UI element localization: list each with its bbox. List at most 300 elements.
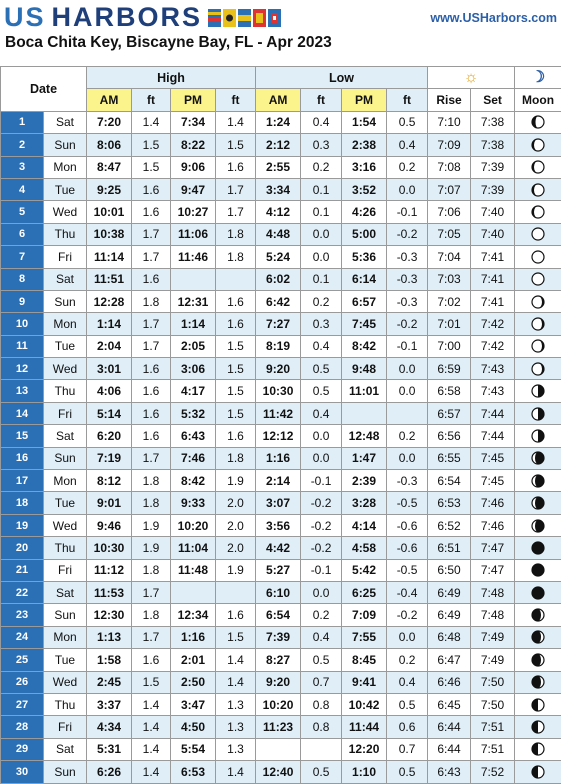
low-am-time: 10:30 <box>256 380 301 402</box>
sunset-time: 7:40 <box>471 201 515 223</box>
day-of-week: Tue <box>44 649 87 671</box>
sunset-time: 7:48 <box>471 604 515 626</box>
low-am-height: 0.2 <box>301 290 342 312</box>
table-row <box>1 268 561 290</box>
day-of-week: Sat <box>44 111 87 133</box>
low-pm-time: 12:48 <box>342 425 387 447</box>
low-am-height: -0.2 <box>301 514 342 536</box>
low-pm-time: 7:09 <box>342 604 387 626</box>
sunrise-time: 7:00 <box>428 335 471 357</box>
moon-phase-cell <box>515 470 561 492</box>
table-row <box>1 693 561 715</box>
moon-phase-cell <box>515 290 561 312</box>
moon-phase-cell <box>515 492 561 514</box>
tide-table <box>0 66 561 784</box>
high-pm-height: 1.5 <box>216 380 256 402</box>
sunset-time: 7:41 <box>471 246 515 268</box>
high-pm-height: 1.5 <box>216 134 256 156</box>
low-am-height: -0.1 <box>301 559 342 581</box>
low-pm-height: -0.3 <box>387 268 428 290</box>
low-pm-time: 11:01 <box>342 380 387 402</box>
day-of-week: Thu <box>44 537 87 559</box>
high-pm-time: 9:47 <box>171 178 216 200</box>
day-of-week: Wed <box>44 514 87 536</box>
sunset-time: 7:50 <box>471 671 515 693</box>
sunset-time: 7:52 <box>471 761 515 783</box>
day-of-week: Thu <box>44 223 87 245</box>
low-am-time: 8:19 <box>256 335 301 357</box>
high-am-time: 3:37 <box>87 693 132 715</box>
moon-phase-cell <box>515 201 561 223</box>
low-am-height: 0.0 <box>301 447 342 469</box>
moon-phase-cell <box>515 111 561 133</box>
day-number: 19 <box>1 514 44 536</box>
waxing-gibbous-left-dark-moon-icon <box>531 115 545 129</box>
sunset-time: 7:50 <box>471 693 515 715</box>
high-am-time: 10:38 <box>87 223 132 245</box>
sunrise-time: 6:44 <box>428 716 471 738</box>
low-am-time: 2:12 <box>256 134 301 156</box>
page-header <box>0 0 561 60</box>
high-am-time: 1:14 <box>87 313 132 335</box>
table-row <box>1 290 561 312</box>
low-am-height: 0.5 <box>301 761 342 783</box>
sunset-time: 7:44 <box>471 425 515 447</box>
moon-phase-cell <box>515 514 561 536</box>
low-am-height: 0.1 <box>301 178 342 200</box>
high-am-time: 12:28 <box>87 290 132 312</box>
high-am-height: 1.5 <box>132 134 171 156</box>
low-am-height: -0.2 <box>301 537 342 559</box>
high-am-time: 8:12 <box>87 470 132 492</box>
low-pm-time: 5:00 <box>342 223 387 245</box>
full-moon-icon <box>531 272 545 286</box>
day-of-week: Sat <box>44 425 87 447</box>
table-row <box>1 134 561 156</box>
moon-phase-cell <box>515 178 561 200</box>
high-pm-height: 1.9 <box>216 559 256 581</box>
low-pm-time: 3:16 <box>342 156 387 178</box>
sunset-time: 7:43 <box>471 380 515 402</box>
table-row <box>1 559 561 581</box>
low-pm-height: -0.3 <box>387 290 428 312</box>
high-pm-height: 1.6 <box>216 290 256 312</box>
high-am-time: 7:19 <box>87 447 132 469</box>
day-number: 8 <box>1 268 44 290</box>
sunset-time: 7:49 <box>471 649 515 671</box>
waning-gibbous-moon-icon <box>531 295 545 309</box>
sunrise-time: 7:07 <box>428 178 471 200</box>
date-header: Date <box>1 67 87 112</box>
day-of-week: Tue <box>44 178 87 200</box>
high-am-height: 1.7 <box>132 223 171 245</box>
waxing-crescent-moon-icon <box>531 653 545 667</box>
day-of-week: Wed <box>44 201 87 223</box>
high-pm-time: 12:31 <box>171 290 216 312</box>
moon-phase-cell <box>515 402 561 424</box>
high-pm-time <box>171 268 216 290</box>
day-number: 13 <box>1 380 44 402</box>
full-moon-icon <box>531 227 545 241</box>
sunrise-time: 6:51 <box>428 537 471 559</box>
moon-phase-cell <box>515 335 561 357</box>
moon-phase-cell <box>515 671 561 693</box>
low-pm-height: 0.5 <box>387 761 428 783</box>
high-pm-time: 11:06 <box>171 223 216 245</box>
high-pm-time <box>171 581 216 603</box>
high-pm-height: 2.0 <box>216 492 256 514</box>
low-pm-height: -0.2 <box>387 223 428 245</box>
sunrise-time: 6:50 <box>428 559 471 581</box>
low-pm-height: -0.6 <box>387 537 428 559</box>
low-am-time: 12:12 <box>256 425 301 447</box>
low-pm-height: 0.5 <box>387 111 428 133</box>
high-pm-height: 1.5 <box>216 402 256 424</box>
low-am-time: 3:56 <box>256 514 301 536</box>
day-of-week: Sat <box>44 738 87 760</box>
sunset-time: 7:46 <box>471 514 515 536</box>
low-pm-height: 0.5 <box>387 693 428 715</box>
low-pm-time: 1:47 <box>342 447 387 469</box>
low-am-time: 6:02 <box>256 268 301 290</box>
sunrise-time: 6:55 <box>428 447 471 469</box>
sunrise-time: 7:10 <box>428 111 471 133</box>
sunrise-time: 6:58 <box>428 380 471 402</box>
day-number: 7 <box>1 246 44 268</box>
low-pm-height: -0.5 <box>387 492 428 514</box>
sunset-time: 7:44 <box>471 402 515 424</box>
sunset-time: 7:38 <box>471 134 515 156</box>
high-pm-height: 1.3 <box>216 716 256 738</box>
low-pm-time: 12:20 <box>342 738 387 760</box>
first-quarter-moon-icon <box>531 698 545 712</box>
high-pm-height: 1.6 <box>216 604 256 626</box>
high-pm-time: 3:06 <box>171 358 216 380</box>
day-number: 15 <box>1 425 44 447</box>
day-of-week: Thu <box>44 380 87 402</box>
day-of-week: Wed <box>44 358 87 380</box>
low-am-ft-header: ft <box>301 89 342 111</box>
sunrise-time: 6:59 <box>428 358 471 380</box>
high-am-time: 5:14 <box>87 402 132 424</box>
sunset-time: 7:39 <box>471 178 515 200</box>
table-row <box>1 671 561 693</box>
page-title: Boca Chita Key, Biscayne Bay, FL - Apr 2023 <box>5 34 332 52</box>
low-am-time: 5:27 <box>256 559 301 581</box>
last-quarter-moon-icon <box>531 384 545 398</box>
low-pm-time: 6:14 <box>342 268 387 290</box>
low-pm-height: 0.6 <box>387 716 428 738</box>
waxing-gibbous-moon-icon <box>531 138 545 152</box>
sunrise-time: 6:52 <box>428 514 471 536</box>
high-am-height: 1.8 <box>132 290 171 312</box>
high-am-height: 1.6 <box>132 268 171 290</box>
new-moon-icon <box>531 563 545 577</box>
low-pm-height: -0.1 <box>387 335 428 357</box>
low-am-time: 2:55 <box>256 156 301 178</box>
low-am-time: 6:10 <box>256 581 301 603</box>
low-am-time: 6:42 <box>256 290 301 312</box>
high-am-height: 1.7 <box>132 313 171 335</box>
high-pm-time: 7:34 <box>171 111 216 133</box>
low-am-time <box>256 738 301 760</box>
low-am-height: 0.5 <box>301 380 342 402</box>
low-am-time: 7:27 <box>256 313 301 335</box>
high-am-time: 2:04 <box>87 335 132 357</box>
high-pm-height: 1.9 <box>216 470 256 492</box>
low-am-header: AM <box>256 89 301 111</box>
high-pm-height: 2.0 <box>216 537 256 559</box>
high-pm-height: 1.6 <box>216 313 256 335</box>
high-pm-height: 1.7 <box>216 178 256 200</box>
high-am-height: 1.6 <box>132 649 171 671</box>
sunset-time: 7:42 <box>471 313 515 335</box>
high-am-height: 1.9 <box>132 514 171 536</box>
high-pm-time: 11:04 <box>171 537 216 559</box>
low-am-height: 0.4 <box>301 111 342 133</box>
high-am-height: 1.8 <box>132 492 171 514</box>
low-am-height: 0.8 <box>301 716 342 738</box>
low-pm-time: 8:42 <box>342 335 387 357</box>
high-am-time: 11:14 <box>87 246 132 268</box>
day-number: 1 <box>1 111 44 133</box>
sunset-time: 7:38 <box>471 111 515 133</box>
table-row <box>1 738 561 760</box>
table-row <box>1 761 561 783</box>
low-pm-height: 0.2 <box>387 425 428 447</box>
high-pm-time: 8:42 <box>171 470 216 492</box>
high-pm-height: 1.4 <box>216 671 256 693</box>
sunset-time: 7:39 <box>471 156 515 178</box>
low-pm-time: 3:28 <box>342 492 387 514</box>
sunrise-time: 6:43 <box>428 761 471 783</box>
low-am-time: 5:24 <box>256 246 301 268</box>
high-am-time: 10:01 <box>87 201 132 223</box>
sunrise-time: 6:53 <box>428 492 471 514</box>
high-am-height: 1.4 <box>132 761 171 783</box>
low-pm-header: PM <box>342 89 387 111</box>
high-am-height: 1.7 <box>132 447 171 469</box>
new-moon-icon <box>531 541 545 555</box>
rise-header: Rise <box>428 89 471 111</box>
sunset-time: 7:49 <box>471 626 515 648</box>
low-am-height: 0.8 <box>301 693 342 715</box>
day-of-week: Mon <box>44 470 87 492</box>
table-row <box>1 492 561 514</box>
low-am-time: 4:42 <box>256 537 301 559</box>
low-pm-time: 4:58 <box>342 537 387 559</box>
day-number: 20 <box>1 537 44 559</box>
high-am-height: 1.4 <box>132 693 171 715</box>
high-am-height: 1.6 <box>132 402 171 424</box>
low-am-height: 0.4 <box>301 402 342 424</box>
sunrise-time: 6:47 <box>428 649 471 671</box>
moon-phase-cell <box>515 358 561 380</box>
low-am-time: 2:14 <box>256 470 301 492</box>
low-pm-height: -0.2 <box>387 604 428 626</box>
low-am-height: 0.2 <box>301 156 342 178</box>
site-url[interactable]: www.USHarbors.com <box>430 11 557 25</box>
table-row <box>1 178 561 200</box>
new-moon-icon <box>531 586 545 600</box>
crescent-moon-icon: ☽ <box>531 69 545 86</box>
day-number: 21 <box>1 559 44 581</box>
low-am-time: 7:39 <box>256 626 301 648</box>
sun-header <box>428 67 515 89</box>
low-pm-height: 0.0 <box>387 380 428 402</box>
low-am-time: 10:20 <box>256 693 301 715</box>
table-row <box>1 380 561 402</box>
sunrise-time: 6:54 <box>428 470 471 492</box>
high-pm-height: 2.0 <box>216 514 256 536</box>
table-row <box>1 514 561 536</box>
sunset-time: 7:41 <box>471 268 515 290</box>
low-am-time: 4:12 <box>256 201 301 223</box>
low-pm-time: 2:38 <box>342 134 387 156</box>
moon-phase-cell <box>515 313 561 335</box>
sunset-time: 7:43 <box>471 358 515 380</box>
sunrise-time: 7:08 <box>428 156 471 178</box>
high-pm-height: 1.4 <box>216 649 256 671</box>
high-pm-height: 1.5 <box>216 358 256 380</box>
sunrise-time: 7:02 <box>428 290 471 312</box>
full-moon-icon <box>531 250 545 264</box>
sunset-time: 7:51 <box>471 738 515 760</box>
day-number: 16 <box>1 447 44 469</box>
high-am-time: 11:51 <box>87 268 132 290</box>
high-pm-height: 1.7 <box>216 201 256 223</box>
waxing-gibbous-moon-icon <box>531 160 545 174</box>
last-quarter-moon-icon <box>531 407 545 421</box>
moon-header <box>515 67 561 89</box>
low-am-height: 0.5 <box>301 649 342 671</box>
high-pm-time: 12:34 <box>171 604 216 626</box>
table-row <box>1 447 561 469</box>
high-am-height: 1.8 <box>132 470 171 492</box>
sunrise-time: 7:05 <box>428 223 471 245</box>
low-am-time: 9:20 <box>256 671 301 693</box>
high-am-time: 4:06 <box>87 380 132 402</box>
table-row <box>1 402 561 424</box>
day-number: 5 <box>1 201 44 223</box>
high-am-time: 6:26 <box>87 761 132 783</box>
sunrise-time: 6:48 <box>428 626 471 648</box>
high-am-time: 9:25 <box>87 178 132 200</box>
high-am-time: 8:47 <box>87 156 132 178</box>
high-pm-height: 1.8 <box>216 223 256 245</box>
moon-phase-cell <box>515 649 561 671</box>
high-pm-time: 10:20 <box>171 514 216 536</box>
high-pm-time: 8:22 <box>171 134 216 156</box>
high-am-height: 1.7 <box>132 581 171 603</box>
day-number: 24 <box>1 626 44 648</box>
high-pm-height: 1.4 <box>216 111 256 133</box>
high-pm-time: 7:46 <box>171 447 216 469</box>
low-am-height: 0.1 <box>301 201 342 223</box>
table-row <box>1 313 561 335</box>
high-am-height: 1.7 <box>132 335 171 357</box>
waning-crescent-moon-icon <box>531 519 545 533</box>
moon-phase-cell <box>515 246 561 268</box>
day-number: 28 <box>1 716 44 738</box>
moon-phase-cell <box>515 716 561 738</box>
low-pm-time <box>342 402 387 424</box>
table-row <box>1 716 561 738</box>
high-am-time: 12:30 <box>87 604 132 626</box>
moon-phase-cell <box>515 268 561 290</box>
low-am-height <box>301 738 342 760</box>
high-am-header: AM <box>87 89 132 111</box>
high-pm-time: 2:50 <box>171 671 216 693</box>
high-pm-height: 1.5 <box>216 626 256 648</box>
first-quarter-moon-icon <box>531 720 545 734</box>
table-row <box>1 537 561 559</box>
low-pm-height: 0.0 <box>387 447 428 469</box>
low-pm-time: 11:44 <box>342 716 387 738</box>
signal-flags-icon <box>208 9 281 27</box>
low-pm-height: 0.7 <box>387 738 428 760</box>
high-pm-height: 1.4 <box>216 761 256 783</box>
low-am-time: 3:34 <box>256 178 301 200</box>
day-number: 18 <box>1 492 44 514</box>
sunrise-time: 6:45 <box>428 693 471 715</box>
high-header: High <box>87 67 256 89</box>
low-am-time: 11:42 <box>256 402 301 424</box>
logo <box>4 2 281 33</box>
first-quarter-moon-icon <box>531 742 545 756</box>
table-row <box>1 246 561 268</box>
sunset-time: 7:45 <box>471 447 515 469</box>
high-am-ft-header: ft <box>132 89 171 111</box>
day-number: 4 <box>1 178 44 200</box>
sunrise-time: 7:04 <box>428 246 471 268</box>
table-row <box>1 201 561 223</box>
moon-phase-cell <box>515 537 561 559</box>
sunset-time: 7:42 <box>471 335 515 357</box>
low-am-height: 0.2 <box>301 604 342 626</box>
low-am-time: 4:48 <box>256 223 301 245</box>
high-pm-height: 1.8 <box>216 246 256 268</box>
high-am-height: 1.8 <box>132 604 171 626</box>
day-of-week: Sun <box>44 134 87 156</box>
day-of-week: Thu <box>44 693 87 715</box>
low-pm-height: -0.2 <box>387 313 428 335</box>
day-number: 23 <box>1 604 44 626</box>
low-am-time: 12:40 <box>256 761 301 783</box>
low-pm-time: 2:39 <box>342 470 387 492</box>
table-row <box>1 626 561 648</box>
sunrise-time: 7:09 <box>428 134 471 156</box>
table-row <box>1 335 561 357</box>
high-am-time: 2:45 <box>87 671 132 693</box>
moon-phase-cell <box>515 559 561 581</box>
day-number: 17 <box>1 470 44 492</box>
low-am-time: 8:27 <box>256 649 301 671</box>
waxing-crescent-moon-icon <box>531 630 545 644</box>
sunset-time: 7:41 <box>471 290 515 312</box>
high-am-height: 1.5 <box>132 156 171 178</box>
logo-us: US <box>4 2 46 33</box>
high-am-height: 1.4 <box>132 716 171 738</box>
high-am-time: 8:06 <box>87 134 132 156</box>
table-row <box>1 223 561 245</box>
day-number: 3 <box>1 156 44 178</box>
low-pm-time: 4:26 <box>342 201 387 223</box>
day-number: 27 <box>1 693 44 715</box>
low-am-height: 0.0 <box>301 246 342 268</box>
last-quarter-moon-icon <box>531 429 545 443</box>
high-am-time: 1:58 <box>87 649 132 671</box>
